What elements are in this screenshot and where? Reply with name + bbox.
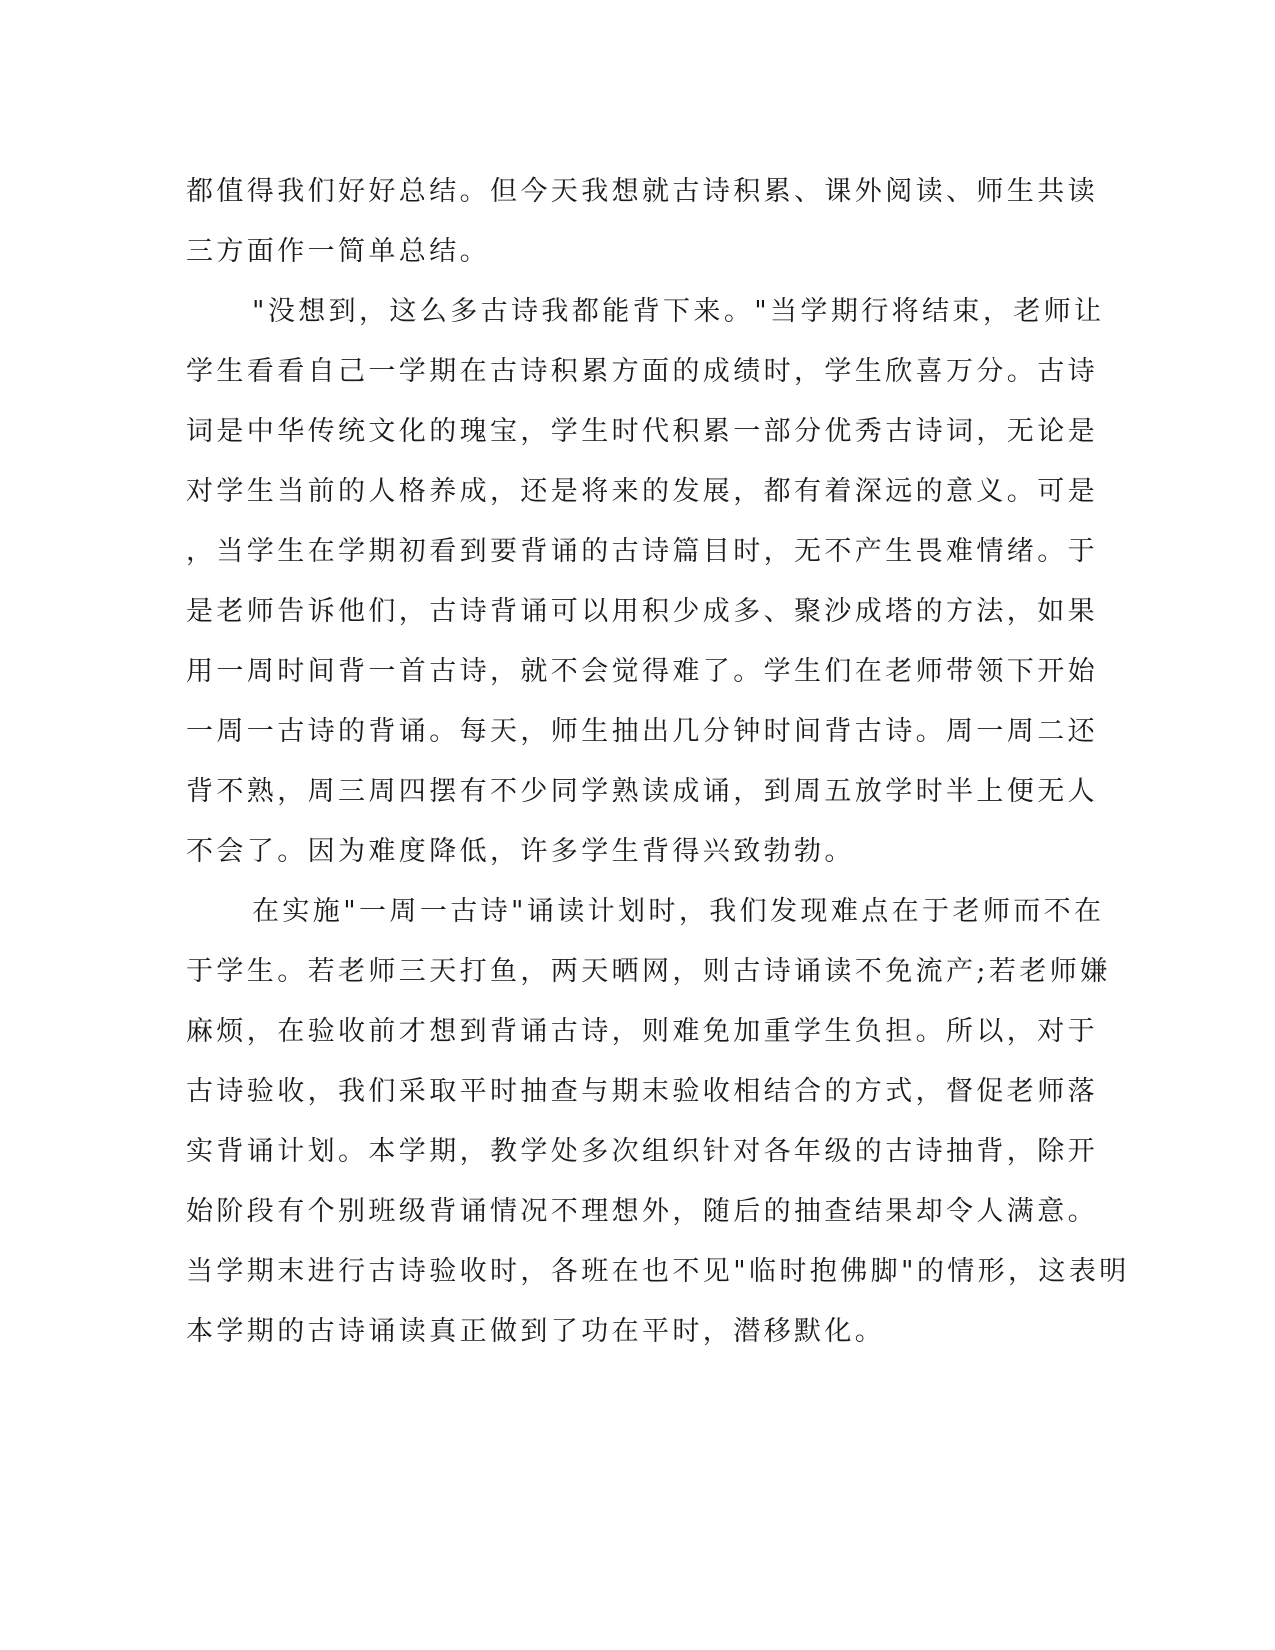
text-line: 于学生。若老师三天打鱼，两天晒网，则古诗诵读不免流产;若老师嫌: [186, 956, 1111, 987]
text-line: 用一周时间背一首古诗，就不会觉得难了。学生们在老师带领下开始: [186, 656, 1098, 687]
text-line: 三方面作一简单总结。: [186, 236, 490, 267]
text-line: 词是中华传统文化的瑰宝，学生时代积累一部分优秀古诗词，无论是: [186, 416, 1098, 447]
text-line: 都值得我们好好总结。但今天我想就古诗积累、课外阅读、师生共读: [186, 176, 1098, 207]
text-line: 不会了。因为难度降低，许多学生背得兴致勃勃。: [186, 836, 855, 867]
text-line: 一周一古诗的背诵。每天，师生抽出几分钟时间背古诗。周一周二还: [186, 716, 1098, 747]
document-body: [186, 162, 1130, 1362]
text-line: 是老师告诉他们，古诗背诵可以用积少成多、聚沙成塔的方法，如果: [186, 596, 1098, 627]
paragraph-start-line: "没想到，这么多古诗我都能背下来。"当学期行将结束，老师让: [252, 296, 1105, 327]
text-line: 背不熟，周三周四摆有不少同学熟读成诵，到周五放学时半上便无人: [186, 776, 1098, 807]
text-line: 麻烦，在验收前才想到背诵古诗，则难免加重学生负担。所以，对于: [186, 1016, 1098, 1047]
text-line: 始阶段有个别班级背诵情况不理想外，随后的抽查结果却令人满意。: [186, 1196, 1098, 1227]
text-line: ，当学生在学期初看到要背诵的古诗篇目时，无不产生畏难情绪。于: [186, 536, 1098, 567]
text-line: 当学期末进行古诗验收时，各班在也不见"临时抱佛脚"的情形，这表明: [186, 1256, 1130, 1287]
text-line: 对学生当前的人格养成，还是将来的发展，都有着深远的意义。可是: [186, 476, 1098, 507]
text-line: 古诗验收，我们采取平时抽查与期末验收相结合的方式，督促老师落: [186, 1076, 1098, 1107]
text-line: 本学期的古诗诵读真正做到了功在平时，潜移默化。: [186, 1316, 886, 1347]
paragraph-start-line: 在实施"一周一古诗"诵读计划时，我们发现难点在于老师而不在: [252, 896, 1105, 927]
text-line: 实背诵计划。本学期，教学处多次组织针对各年级的古诗抽背，除开: [186, 1136, 1098, 1167]
text-line: 学生看看自己一学期在古诗积累方面的成绩时，学生欣喜万分。古诗: [186, 356, 1098, 387]
